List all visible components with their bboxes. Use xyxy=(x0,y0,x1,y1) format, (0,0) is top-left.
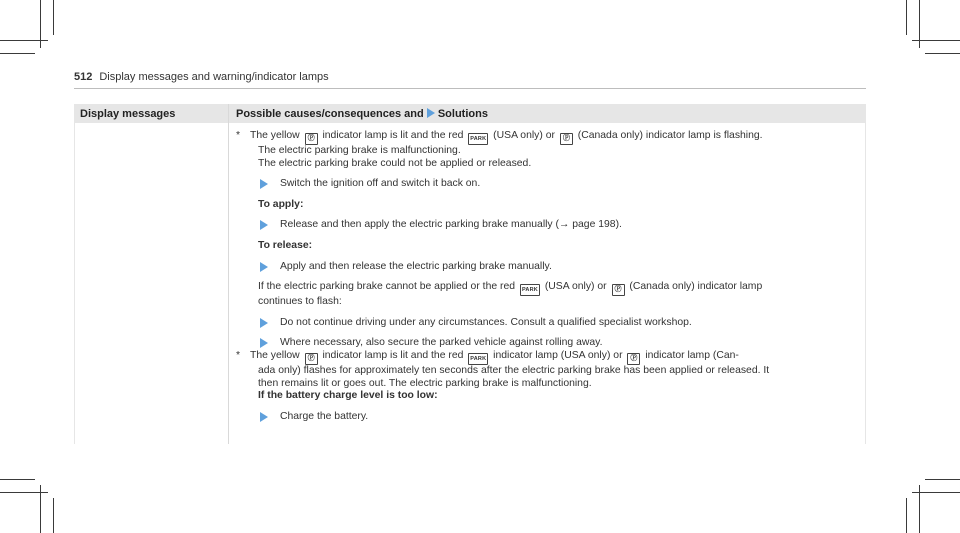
text: (USA only) or xyxy=(544,281,607,293)
text: Apply and then release the electric parking brake manually. xyxy=(280,260,552,272)
asterisk-icon: * xyxy=(236,130,241,141)
park-icon: PARK xyxy=(520,284,540,296)
text: indicator lamp (USA only) or xyxy=(493,349,623,361)
arrow-icon xyxy=(260,179,268,189)
text-line: continues to flash: xyxy=(258,296,342,308)
circle-p-icon: Ⓟ xyxy=(305,353,318,365)
asterisk-icon: * xyxy=(236,349,241,361)
circle-p-icon: Ⓟ xyxy=(305,133,318,145)
text-line xyxy=(236,281,860,296)
crop-mark xyxy=(906,498,907,533)
crop-mark xyxy=(912,40,960,41)
text-line: The electric parking brake is malfunctioning. xyxy=(258,145,461,156)
crop-mark xyxy=(0,492,48,493)
column-header-solutions-label: Solutions xyxy=(437,108,488,120)
text: Release and then apply the electric parking brake manually (→ page 198). xyxy=(280,219,622,231)
solution-step xyxy=(236,178,860,191)
park-icon: PARK xyxy=(468,353,488,365)
cause-bullet-1 xyxy=(236,130,860,145)
column-header-causes xyxy=(236,108,488,120)
park-icon: PARK xyxy=(468,133,488,145)
text: (Canada only) indicator lamp is flashing. xyxy=(577,130,763,141)
page-number: 512 xyxy=(74,71,93,83)
text: If the electric parking brake cannot be applied or the red xyxy=(258,281,516,293)
text: Switch the ignition off and switch it back on. xyxy=(280,178,481,190)
crop-mark xyxy=(53,0,54,35)
subheading-apply: To apply: xyxy=(258,198,304,210)
arrow-icon xyxy=(260,220,268,230)
table-cell-causes xyxy=(236,130,860,423)
table-header xyxy=(74,104,866,123)
arrow-icon xyxy=(260,412,268,422)
solution-step xyxy=(236,317,860,330)
subheading-battery: If the battery charge level is too low: xyxy=(258,390,438,402)
text: indicator lamp is lit and the red xyxy=(322,349,464,361)
subheading-release: To release: xyxy=(258,239,313,251)
text-line: then remains lit or goes out. The electric parking brake is malfunctioning. xyxy=(258,377,592,389)
arrow-icon xyxy=(260,262,268,272)
circle-p-icon: Ⓟ xyxy=(612,284,625,296)
table-border xyxy=(865,123,866,444)
crop-mark xyxy=(912,492,960,493)
crop-mark xyxy=(0,479,35,480)
text: The yellow xyxy=(250,130,300,141)
crop-mark xyxy=(925,479,960,480)
circle-p-icon: Ⓟ xyxy=(627,353,640,365)
arrow-icon xyxy=(260,338,268,348)
table-border xyxy=(74,123,75,444)
crop-mark xyxy=(0,40,48,41)
text: (USA only) or xyxy=(493,130,555,141)
page-header xyxy=(74,71,329,83)
arrow-icon xyxy=(260,318,268,328)
solution-step xyxy=(236,411,860,424)
arrow-icon xyxy=(427,108,435,118)
column-header-causes-label: Possible causes/consequences and xyxy=(236,108,424,120)
crop-mark xyxy=(53,498,54,533)
column-header-display-messages: Display messages xyxy=(80,108,176,120)
text-line: ada only) flashes for approximately ten seconds after the electric parking brake has been applied or released. It xyxy=(258,364,770,376)
text: indicator lamp is lit and the red xyxy=(322,130,464,141)
text: Charge the battery. xyxy=(280,410,369,422)
page-title: Display messages and warning/indicator lamps xyxy=(99,71,329,83)
header-rule xyxy=(74,88,866,89)
text: Do not continue driving under any circumstances. Consult a qualified specialist workshop. xyxy=(280,316,692,328)
cause-bullet-2 xyxy=(236,350,860,365)
text-line: The electric parking brake could not be applied or released. xyxy=(258,157,532,169)
text: indicator lamp (Can- xyxy=(645,349,739,361)
crop-mark xyxy=(906,0,907,35)
solution-step xyxy=(236,261,860,274)
text: Where necessary, also secure the parked vehicle against rolling away. xyxy=(280,337,603,349)
column-divider xyxy=(228,104,229,444)
text: (Canada only) indicator lamp xyxy=(629,281,763,293)
crop-mark xyxy=(925,53,960,54)
solution-step xyxy=(236,219,860,232)
text: The yellow xyxy=(250,349,300,361)
crop-mark xyxy=(0,53,35,54)
circle-p-icon: Ⓟ xyxy=(560,133,573,145)
solution-step xyxy=(236,337,860,350)
